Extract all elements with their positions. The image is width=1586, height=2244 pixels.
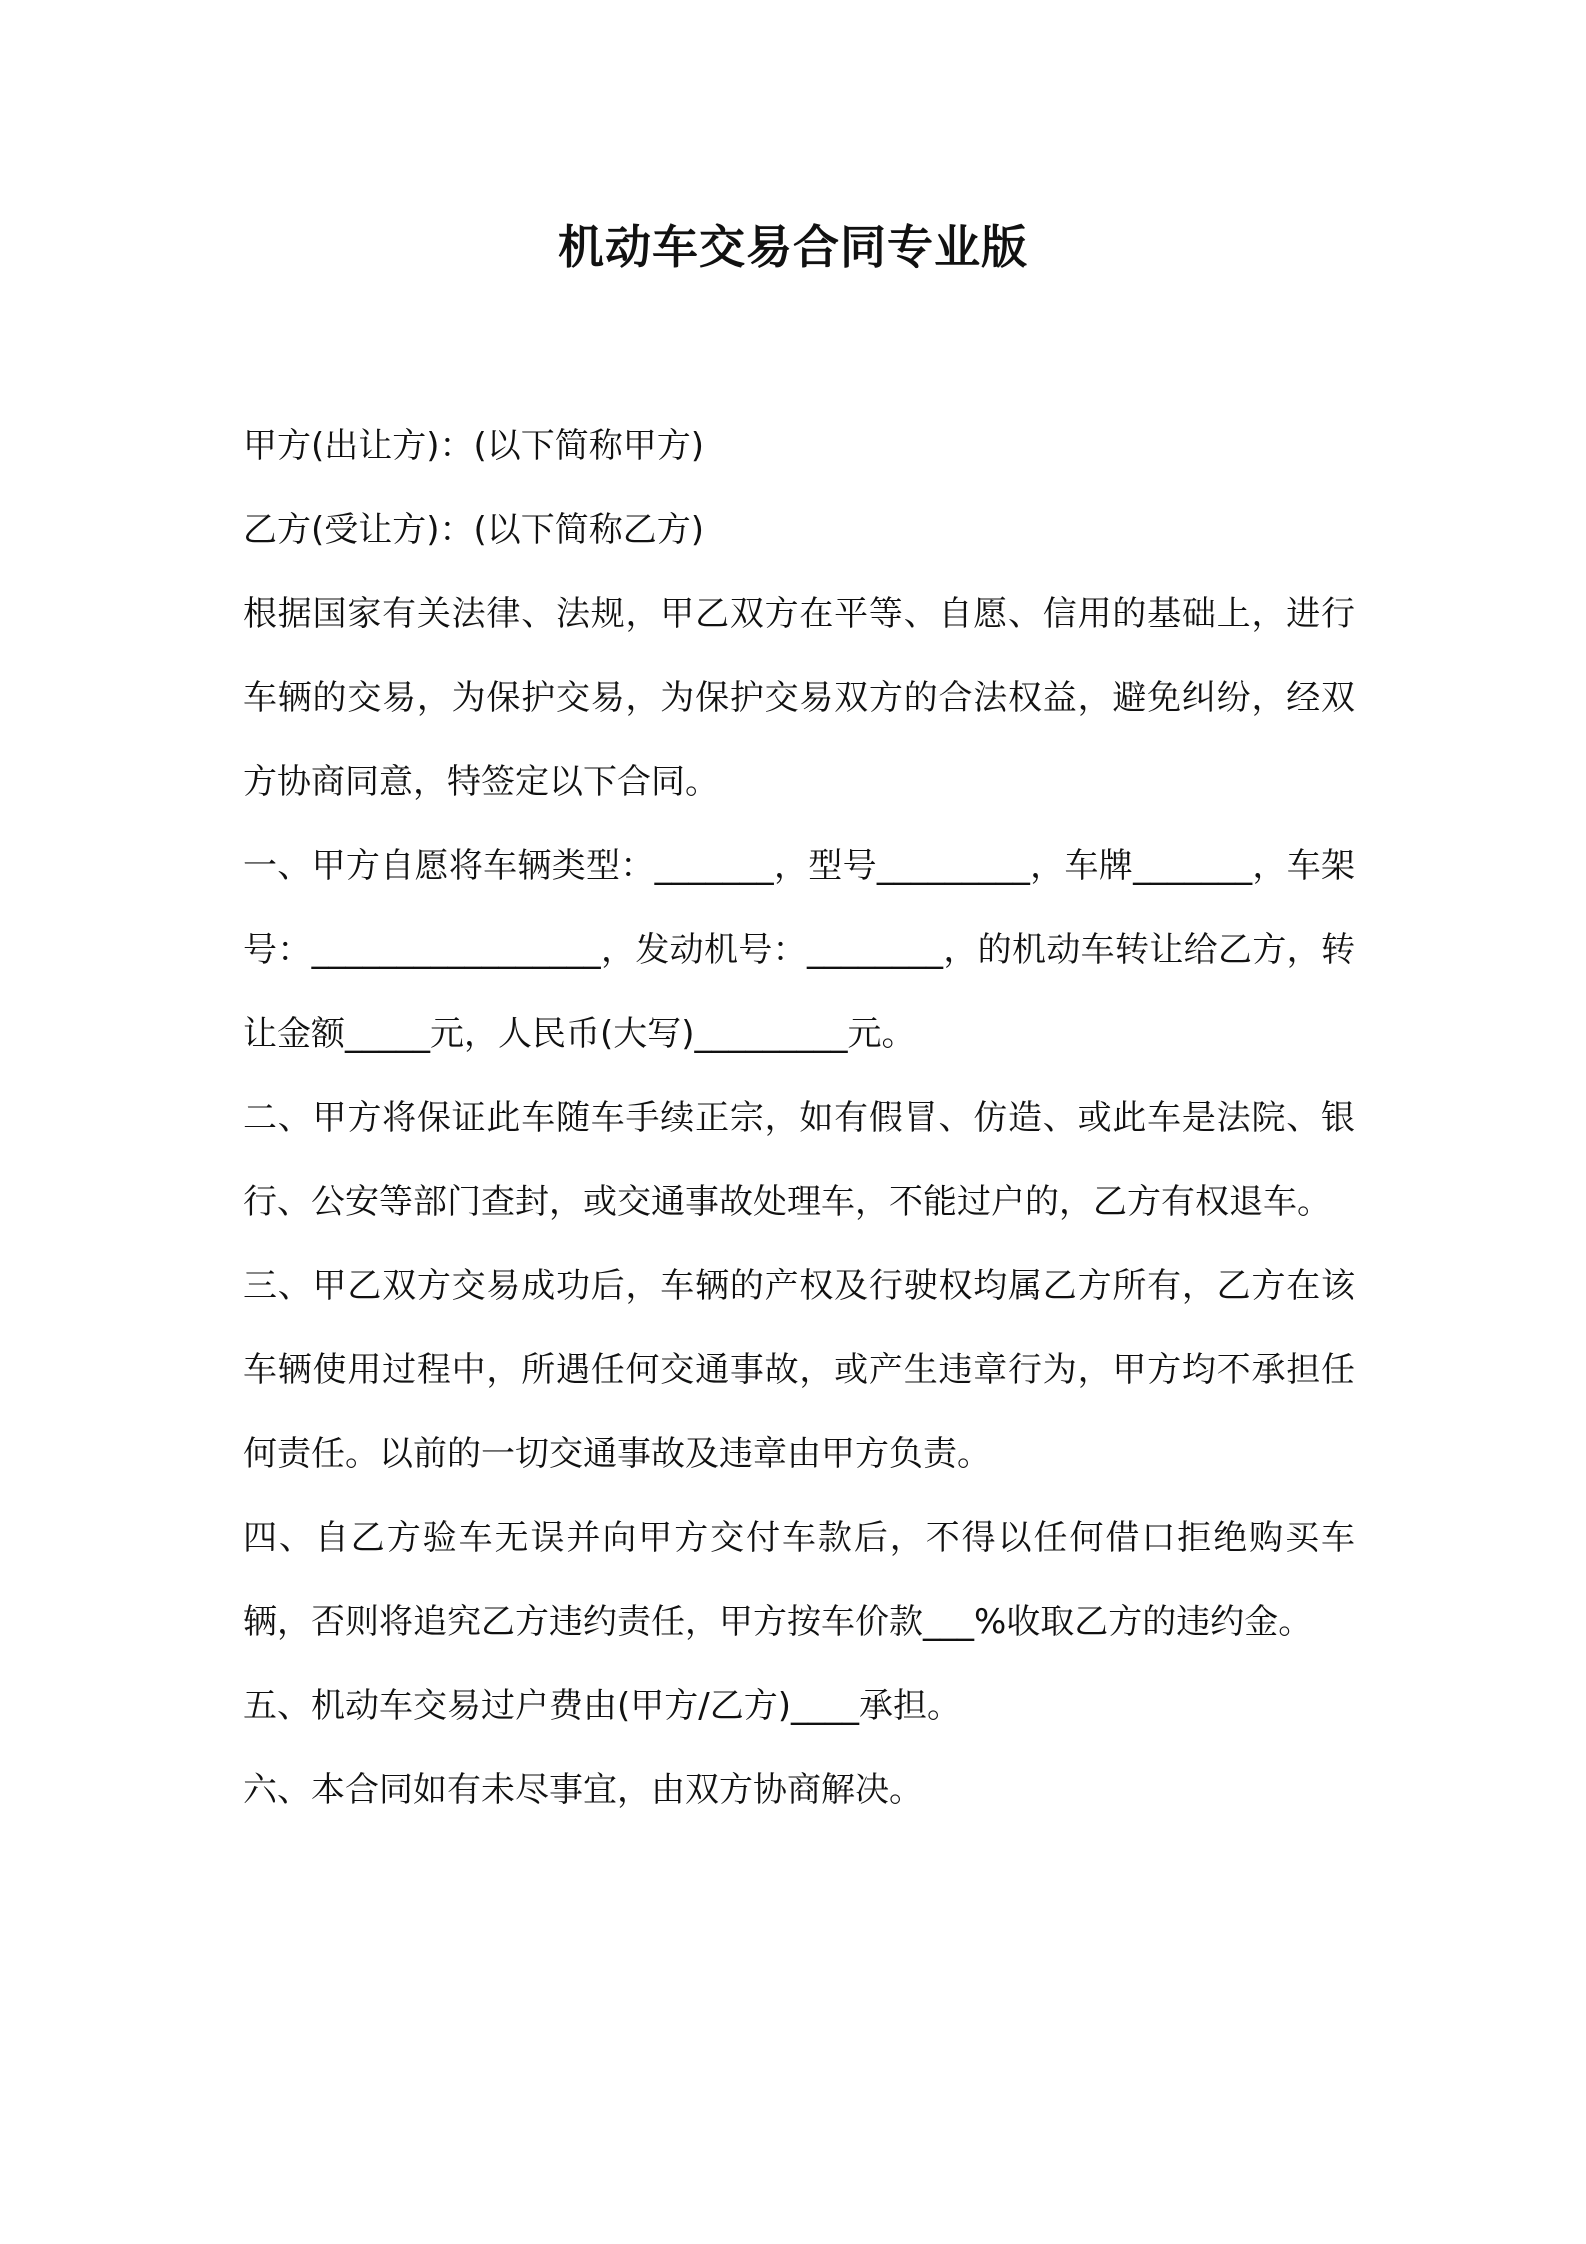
document-title: 机动车交易合同专业版 (558, 220, 1028, 274)
clause-3: 三、甲乙双方交易成功后，车辆的产权及行驶权均属乙方所有，乙方在该车辆使用过程中，所遇任何交通事故，或产生违章行为，甲方均不承担任何责任。以前的一切交通事故及违章由甲方负责。 (243, 1266, 1355, 1474)
clause-6: 六、本合同如有未尽事宜，由双方协商解决。 (243, 1770, 923, 1810)
clause-2: 二、甲方将保证此车随车手续正宗，如有假冒、仿造、或此车是法院、银行、公安等部门查封，或交通事故处理车，不能过户的，乙方有权退车。 (243, 1098, 1355, 1222)
clause-4: 四、自乙方验车无误并向甲方交付车款后，不得以任何借口拒绝购买车辆，否则将追究乙方违约责任，甲方按车价款___%收取乙方的违约金。 (243, 1518, 1355, 1642)
preamble-paragraph: 根据国家有关法律、法规，甲乙双方在平等、自愿、信用的基础上，进行车辆的交易，为保护交易，为保护交易双方的合法权益，避免纠纷，经双方协商同意，特签定以下合同。 (243, 594, 1355, 802)
contract-body (243, 404, 1355, 1832)
clause-5: 五、机动车交易过户费由(甲方/乙方)____承担。 (243, 1686, 961, 1726)
party-a-line: 甲方(出让方)：(以下简称甲方) (243, 426, 705, 466)
party-b-line: 乙方(受让方)：(以下简称乙方) (243, 510, 705, 550)
clause-1: 一、甲方自愿将车辆类型：_______，型号_________，车牌_______，车架号：_________________，发动机号：________，的机动车转让给乙方，转让金额_____元，人民币(大写)_________元。 (243, 846, 1355, 1054)
